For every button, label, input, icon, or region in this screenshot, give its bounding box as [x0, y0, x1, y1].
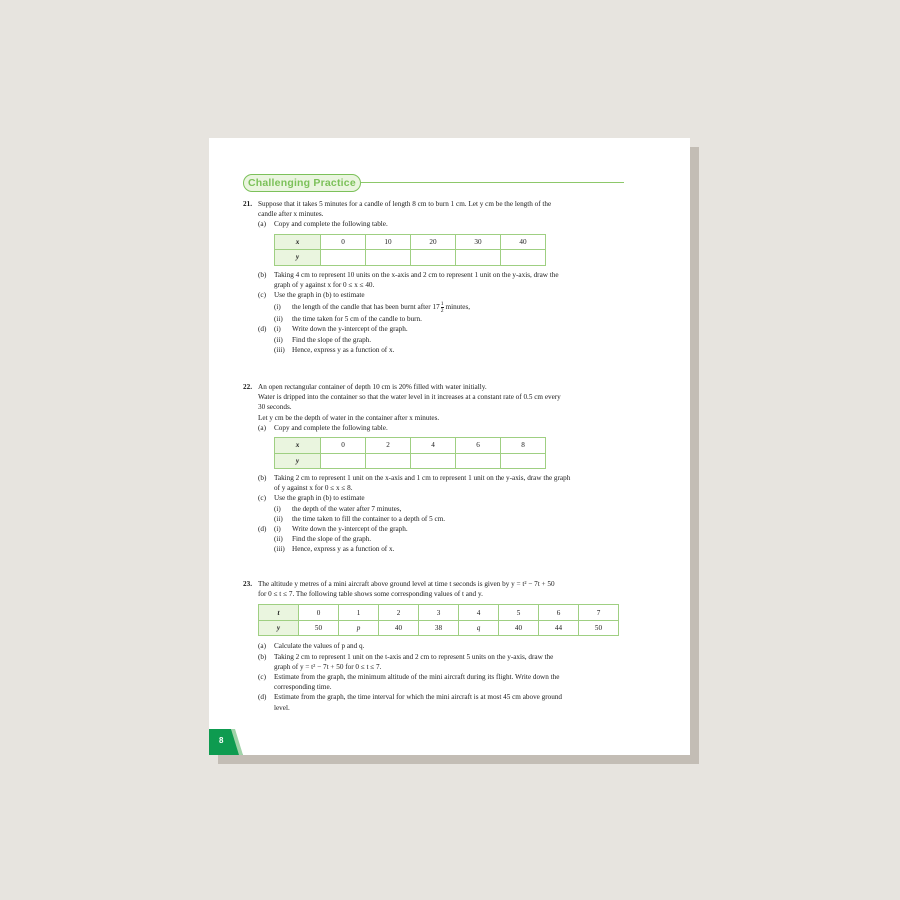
part-c: (c) Estimate from the graph, the minimum altitude of the mini aircraft during its flight. Write down the [258, 673, 560, 682]
table-row [275, 250, 546, 266]
table-cell: 38 [419, 620, 459, 636]
part-d-iii: (iii) Hence, express y as a function of x. [274, 545, 395, 554]
question-intro-line: The altitude y metres of a mini aircraft above ground level at time t seconds is given by y = t² − 7t + 50 [258, 580, 555, 588]
table-row [275, 453, 546, 469]
table-cell: 2 [379, 605, 419, 621]
table-header-cell: t [259, 605, 299, 621]
table-row [259, 620, 619, 636]
table-cell: 0 [321, 234, 366, 250]
table-cell: 50 [579, 620, 619, 636]
table-cell: 2 [366, 438, 411, 454]
table-cell: 4 [411, 438, 456, 454]
table-cell: 30 [456, 234, 501, 250]
question-23 [243, 579, 624, 713]
table-cell: 6 [539, 605, 579, 621]
table-cell: 6 [456, 438, 501, 454]
part-c-i: (i) the depth of the water after 7 minutes, [274, 504, 402, 513]
question-intro-line: 30 seconds. [258, 403, 292, 412]
part-b: (b) Taking 2 cm to represent 1 unit on the x-axis and 1 cm to represent 1 unit on the y-axis, draw the graph [258, 474, 571, 483]
table-cell [456, 453, 501, 469]
table-cell: 4 [459, 605, 499, 621]
table-cell: 50 [299, 620, 339, 636]
section-header [243, 174, 624, 192]
table-cell: 3 [419, 605, 459, 621]
table-cell: 5 [499, 605, 539, 621]
page-tab-shape [209, 729, 243, 755]
part-d-ii: (ii) Find the slope of the graph. [274, 335, 372, 344]
table-cell [411, 250, 456, 266]
table-header-cell: x [275, 438, 321, 454]
table-cell [501, 250, 546, 266]
table-cell: 0 [299, 605, 339, 621]
part-a: (a) Copy and complete the following table. [258, 423, 388, 432]
table-cell [366, 453, 411, 469]
question-number: 21. [243, 200, 252, 208]
part-c: (c) Use the graph in (b) to estimate [258, 291, 365, 300]
table-row [259, 605, 619, 621]
part-a: (a) Calculate the values of p and q. [258, 642, 365, 651]
value-table [274, 437, 546, 469]
section-title: Challenging Practice [243, 174, 361, 192]
part-b-cont: graph of y against x for 0 ≤ x ≤ 40. [274, 280, 375, 289]
table-cell: 40 [499, 620, 539, 636]
part-d: (d) (i) Write down the y-intercept of the graph. [258, 325, 408, 334]
part-d-iii: (iii) Hence, express y as a function of x. [274, 345, 395, 354]
part-c-i: (i) the length of the candle that has been burnt after 17 $\frac{1}{2}$ minutes, [274, 301, 471, 315]
table-cell: p [339, 620, 379, 636]
part-d: (d) Estimate from the graph, the time interval for which the mini aircraft is at most 45 cm above ground [258, 693, 563, 702]
table-cell: 40 [379, 620, 419, 636]
value-table [274, 234, 546, 266]
page-number-tab [209, 729, 243, 755]
question-22 [243, 382, 624, 555]
table-header-cell: y [275, 453, 321, 469]
question-intro-line: Let y cm be the depth of water in the container after x minutes. [258, 413, 440, 422]
question-21 [243, 199, 624, 355]
table-cell [321, 250, 366, 266]
table-cell [366, 250, 411, 266]
table-cell [501, 453, 546, 469]
textbook-page [209, 138, 690, 755]
question-intro-line: An open rectangular container of depth 10 cm is 20% filled with water initially. [258, 383, 487, 391]
part-c-ii: (ii) the time taken for 5 cm of the candle to burn. [274, 315, 422, 324]
question-intro-line: for 0 ≤ t ≤ 7. The following table shows some corresponding values of t and y. [258, 590, 483, 599]
table-cell [456, 250, 501, 266]
fraction: $\frac{1}{2}$ [440, 301, 444, 315]
part-c: (c) Use the graph in (b) to estimate [258, 494, 365, 503]
question-intro-line: Water is dripped into the container so that the water level in it increases at a constant rate of 0.5 cm every [258, 393, 561, 402]
value-table [258, 604, 619, 636]
part-d-cont: level. [274, 703, 290, 712]
question-intro-line: Suppose that it takes 5 minutes for a candle of length 8 cm to burn 1 cm. Let y cm be the length of the [258, 200, 552, 208]
part-b: (b) Taking 4 cm to represent 10 units on the x-axis and 2 cm to represent 1 unit on the y-axis, draw the [258, 270, 559, 279]
part-c-cont: corresponding time. [274, 683, 332, 692]
table-cell [411, 453, 456, 469]
question-number: 23. [243, 580, 252, 588]
table-cell: 8 [501, 438, 546, 454]
part-b-cont: of y against x for 0 ≤ x ≤ 8. [274, 484, 353, 493]
table-header-cell: x [275, 234, 321, 250]
section-divider [361, 182, 624, 183]
table-cell [321, 453, 366, 469]
part-d: (d) (i) Write down the y-intercept of the graph. [258, 525, 408, 534]
part-c-ii: (ii) the time taken to fill the container to a depth of 5 cm. [274, 514, 446, 523]
table-cell: q [459, 620, 499, 636]
table-cell: 0 [321, 438, 366, 454]
part-d-ii: (ii) Find the slope of the graph. [274, 535, 372, 544]
table-row [275, 234, 546, 250]
table-cell: 44 [539, 620, 579, 636]
table-cell: 10 [366, 234, 411, 250]
table-row [275, 438, 546, 454]
page-number: 8 [219, 736, 224, 745]
part-b-cont: graph of y = t² − 7t + 50 for 0 ≤ t ≤ 7. [274, 662, 382, 671]
table-cell: 1 [339, 605, 379, 621]
table-header-cell: y [275, 250, 321, 266]
table-cell: 20 [411, 234, 456, 250]
question-number: 22. [243, 383, 252, 391]
table-cell: 40 [501, 234, 546, 250]
part-a: (a) Copy and complete the following table. [258, 220, 388, 229]
table-cell: 7 [579, 605, 619, 621]
part-b: (b) Taking 2 cm to represent 1 unit on the t-axis and 2 cm to represent 5 units on the y-axis, draw the [258, 652, 554, 661]
table-header-cell: y [259, 620, 299, 636]
question-intro-line: candle after x minutes. [258, 210, 324, 219]
